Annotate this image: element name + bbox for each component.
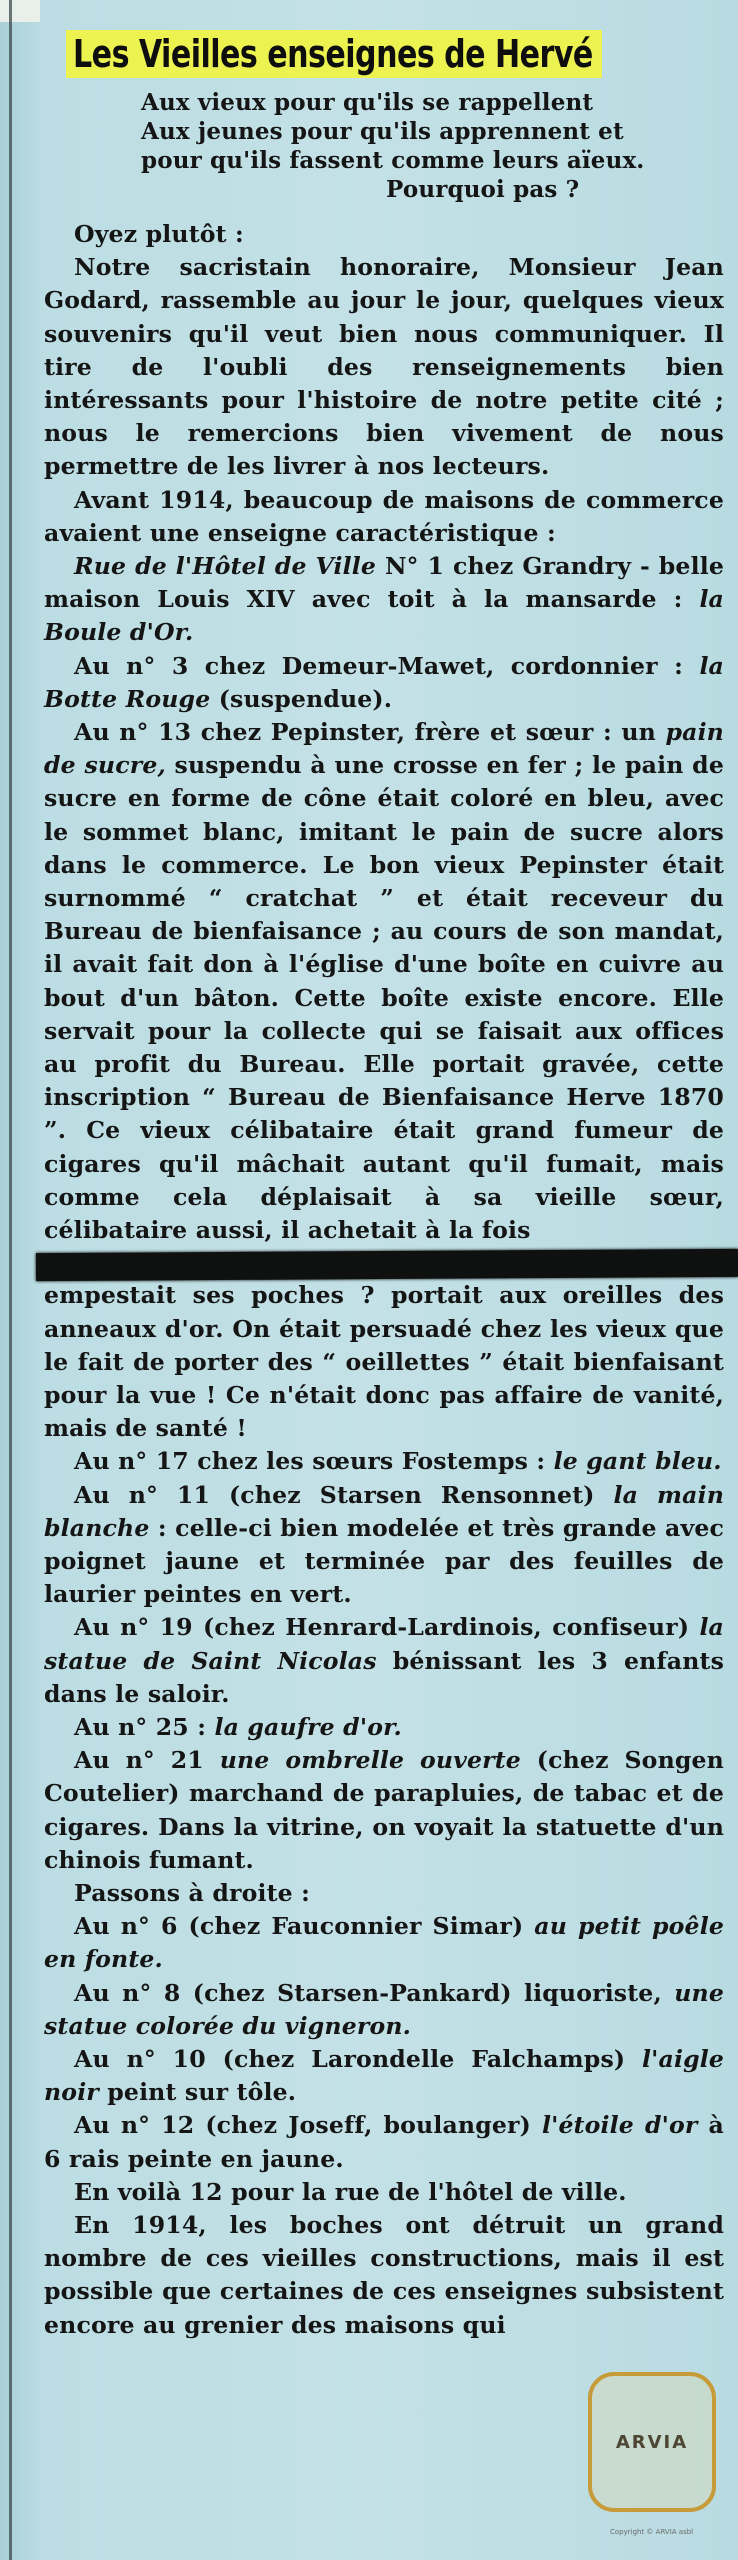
paragraph [44,1744,724,1877]
paragraph-text: N° 1 chez Grandry - belle maison Louis XIV avec toit à la mansarde : [44,552,724,614]
paragraph-text: à 6 rais peinte en jaune. [44,2111,724,2173]
paragraph [44,1445,724,1478]
motto-line: Pourquoi pas ? [386,176,580,203]
paragraph: Passons à droite : [74,1878,311,1907]
paragraph-text: : celle-ci bien modelée et très grande avec poignet jaune et terminée par des feuilles de laurier peintes en vert. [44,1513,724,1609]
paragraph-text: Au n° 19 (chez Henrard-Lardinois, confiseur) [74,1613,700,1642]
article-column [44,30,724,2342]
paragraph-text: Au n° 10 (chez Larondelle Falchamps) [74,2044,643,2073]
sign-name: pain de sucre, [44,718,724,780]
paragraph [44,1910,724,1976]
sign-name: une ombrelle ouverte [219,1746,521,1775]
paragraph [44,1611,724,1711]
paragraph: Oyez plutôt : [74,220,244,248]
sign-name: une statue colorée du vigneron. [44,1978,724,2040]
paragraph [44,550,724,650]
paragraph-text: Au n° 12 (chez Joseff, boulanger) [74,2111,542,2140]
paragraph-text: Au n° 13 chez Pepinster, frère et sœur : un [74,718,666,747]
sign-name: la gaufre d'or. [214,1712,402,1741]
arvia-watermark-stamp [588,2372,716,2512]
sign-name: au petit poêle en fonte. [44,1912,724,1974]
paragraph-text: Au n° 6 (chez Fauconnier Simar) [74,1912,535,1941]
motto-line: Aux jeunes pour qu'ils apprennent et [141,118,624,145]
paragraph-text: Au n° 3 chez Demeur-Mawet, cordonnier : [74,651,700,680]
paragraph-text: (chez Songen Coutelier) marchand de parapluies, de tabac et de cigares. Dans la vitrine, on voyait la statuette d'un chinois fumant. [44,1746,724,1874]
sign-name: la Botte Rouge [44,651,724,713]
street-name: Rue de l'Hôtel de Ville [74,552,377,581]
paragraph: Avant 1914, beaucoup de maisons de commerce avaient une enseigne caractéristique : [44,485,724,547]
sign-name: le gant bleu. [553,1447,722,1476]
article-motto [141,88,701,204]
paragraph [44,2043,724,2109]
sign-name: l'aigle noir [44,2044,724,2107]
paragraph-text: Au n° 21 [74,1746,220,1775]
paragraph: En 1914, les boches ont détruit un grand nombre de ces vieilles constructions, mais il est possible que certaines de ces enseignes subsistent encore au grenier des maisons qui [44,2210,724,2339]
sign-name: la statue de Saint Nicolas [44,1613,724,1675]
paragraph [44,1711,724,1744]
paragraph-text: peint sur tôle. [98,2078,297,2107]
sign-name: la main blanche [44,1480,725,1542]
paragraph: empestait ses poches ? portait aux oreilles des anneaux d'or. On était persuadé chez les vieux que le fait de porter des “ oeillettes ” était bienfaisant pour la vue ! Ce n'était donc pas affaire de vanité, mais de santé ! [44,1281,724,1443]
paragraph-text: Au n° 11 (chez Starsen Rensonnet) [74,1480,614,1509]
paragraph [44,650,724,716]
torn-corner [0,0,40,22]
column-rule [9,0,12,2560]
paragraph: Notre sacristain honoraire, Monsieur Jean Godard, rassemble au jour le jour, quelques vieux souvenirs qu'il veut bien nous communiquer. Il tire de l'oubli des renseignements bien intéressants pour l'histoire de notre petite cité ; nous le remercions bien vivement de nous permettre de les livrer à nos lecteurs. [44,253,724,481]
redaction-bar [36,1249,738,1281]
sign-name: la Boule d'Or. [44,585,724,647]
paragraph [44,716,724,1247]
sign-name: l'étoile d'or [541,2111,698,2140]
copyright-note: Copyright © ARVIA asbl [610,2528,694,2536]
paragraph [44,1977,724,2043]
paragraph-text: bénissant les 3 enfants dans le saloir. [44,1646,724,1708]
article-title: Les Vieilles enseignes de Hervé [66,30,602,78]
paragraph-text: suspendu à une crosse en fer ; le pain de sucre en forme de cône était coloré en bleu, avec le sommet blanc, imitant le pain de sucre alors dans le commerce. Le bon vieux Pepinster était surnommé “ cratchat ” et était receveur du Bureau de bienfaisance ; au cours de son mandat, il avait fait don à l'église d'une boîte en cuivre au bout d'un bâton. Cette boîte existe encore. Elle servait pour la collecte qui se faisait aux offices au profit du Bureau. Elle portait gravée, cette inscription “ Bureau de Bienfaisance Herve 1870 ”. Ce vieux célibataire était grand fumeur de cigares qu'il mâchait autant qu'il fumait, mais comme cela déplaisait à sa vieille sœur, célibataire aussi, il achetait à la fois [44,751,724,1245]
motto-line: Aux vieux pour qu'ils se rappellent [141,89,594,116]
paragraph: En voilà 12 pour la rue de l'hôtel de ville. [74,2177,627,2206]
paragraph-text: Au n° 25 : [74,1712,215,1741]
paragraph-text: (suspendue). [210,684,393,713]
motto-line: pour qu'ils fassent comme leurs aïeux. [141,147,645,174]
paragraph [44,2109,724,2175]
paragraph [44,1479,724,1612]
paragraph-text: Au n° 8 (chez Starsen-Pankard) liquoriste, [74,1978,675,2007]
paragraph-text: Au n° 17 chez les sœurs Fostemps : [74,1447,554,1476]
stamp-label: ARVIA [615,2431,689,2453]
